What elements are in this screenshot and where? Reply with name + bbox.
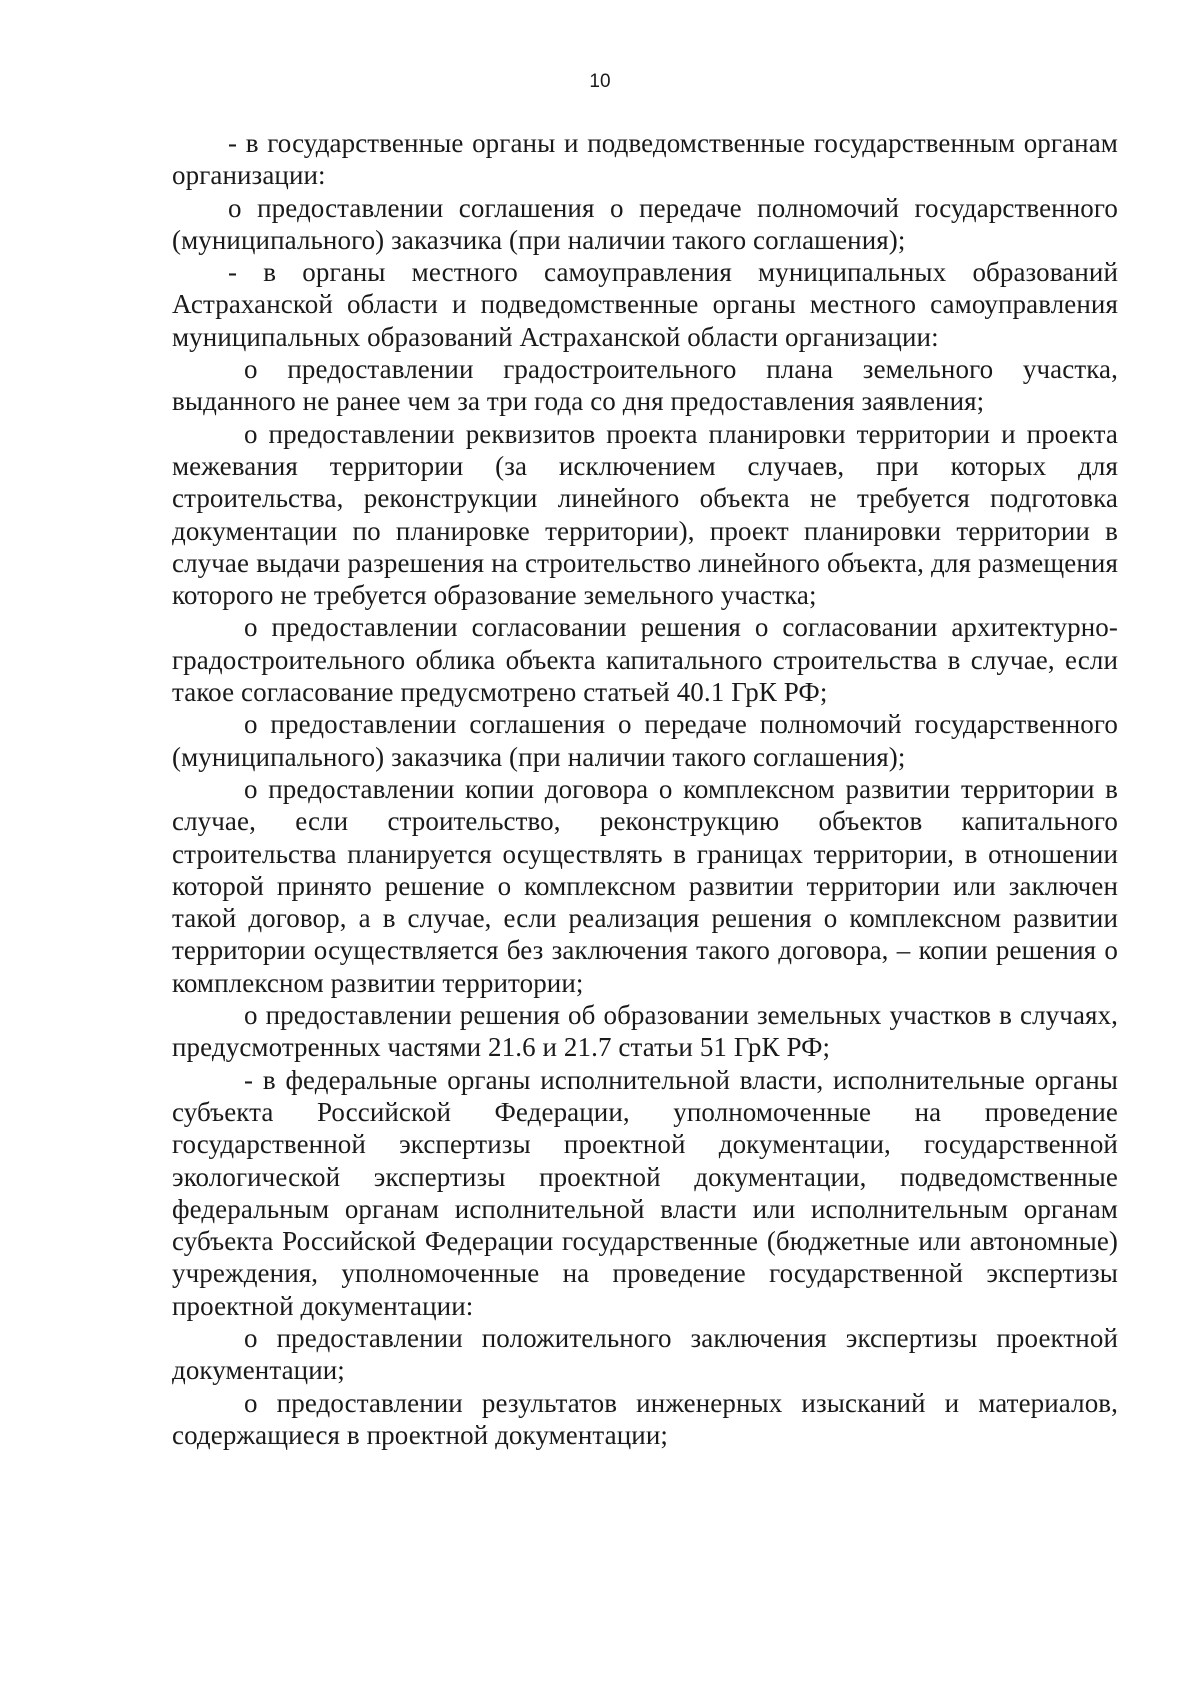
paragraph-engineering-surveys: о предоставлении результатов инженерных изысканий и материалов, содержащиеся в проектной документации; xyxy=(172,1387,1118,1450)
paragraph-land-formation: о предоставлении решения об образовании земельных участков в случаях, предусмотренных частями 21.6 и 21.7 статьи 51 ГрК РФ; xyxy=(172,1000,1118,1063)
paragraph-architectural-approval: о предоставлении согласовании решения о согласовании архитектурно-градостроительного облика объекта капитального строительства в случае, если такое согласование предусмотрено статьей 40.1 ГрК РФ; xyxy=(172,612,1118,708)
page-number: 10 xyxy=(589,71,611,92)
paragraph-urban-plan: о предоставлении градостроительного плана земельного участка, выданного не ранее чем за три года со дня предоставления заявления; xyxy=(172,354,1118,417)
paragraph-state-bodies-heading: - в государственные органы и подведомственные государственным органам организации: xyxy=(172,128,1118,191)
paragraph-agreement-transfer-local: о предоставлении соглашения о передаче полномочий государственного (муниципального) заказчика (при наличии такого соглашения); xyxy=(172,709,1118,772)
paragraph-federal-bodies-heading: - в федеральные органы исполнительной власти, исполнительные органы субъекта Российской Федерации, уполномоченные на проведение государственной экспертизы проектной документации, государственной экологической экспертизы проектной документации, подведомственные федеральным органам исполнительной власти или исполнительным органам субъекта Российской Федерации государственные (бюджетные или автономные) учреждения, уполномоченные на проведение государственной экспертизы проектной документации: xyxy=(172,1064,1118,1321)
paragraph-positive-conclusion: о предоставлении положительного заключения экспертизы проектной документации; xyxy=(172,1322,1118,1386)
paragraph-complex-development: о предоставлении копии договора о комплексном развитии территории в случае, если строительство, реконструкцию объектов капитального строительства планируется осуществлять в границах территории, в отношении которой принято решение о комплексном развитии территории или заключен такой договор, а в случае, если реализация решения о комплексном развитии территории осуществляется без заключения такого договора, – копии решения о комплексном развитии территории; xyxy=(172,773,1118,998)
document-body xyxy=(172,127,1118,1451)
paragraph-planning-project: о предоставлении реквизитов проекта планировки территории и проекта межевания территории (за исключением случаев, при которых для строительства, реконструкции линейного объекта не требуется подготовка документации по планировке территории), проект планировки территории в случае выдачи разрешения на строительство линейного объекта, для размещения которого не требуется образование земельного участка; xyxy=(172,418,1118,611)
paragraph-agreement-transfer: о предоставлении соглашения о передаче полномочий государственного (муниципального) заказчика (при наличии такого соглашения); xyxy=(172,192,1118,255)
paragraph-local-government-heading: - в органы местного самоуправления муниципальных образований Астраханской области и подведомственные органы местного самоуправления муниципальных образований Астраханской области организации: xyxy=(172,257,1118,352)
